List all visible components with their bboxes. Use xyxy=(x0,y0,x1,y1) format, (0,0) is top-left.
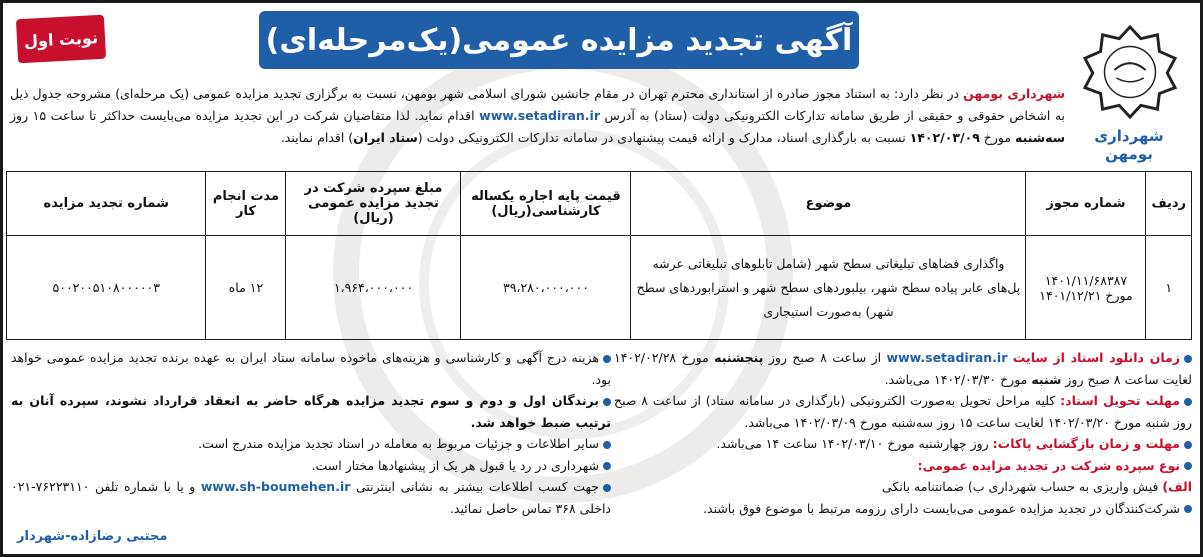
bullet-icon xyxy=(1184,441,1192,449)
col-subject: موضوع xyxy=(631,172,1026,236)
bullet-icon xyxy=(1184,398,1192,406)
list-item: برندگان اول و دوم و سوم تجدید مزایده هرگاه حاضر به انعقاد قرارداد نشوند، سپرده آنان به ترتیب ضبط خواهد شد. xyxy=(11,393,611,430)
cell-deposit: ۱،۹۶۴،۰۰۰،۰۰۰ xyxy=(286,236,461,340)
signer-name: مجتبی رضازاده-شهردار xyxy=(17,529,168,544)
deposit-options: الف) فیش واریزی به حساب شهرداری ب) ضمانتنامه بانکی xyxy=(882,479,1192,494)
page-title: آگهی تجدید مزایده عمومی(یک‌مرحله‌ای) xyxy=(265,22,853,58)
intro-site-link[interactable]: www.setadiran.ir xyxy=(479,108,600,123)
round-badge: نوبت اول xyxy=(16,15,106,64)
col-deposit: مبلغ سپرده شرکت در تجدید مزایده عمومی (ریال) xyxy=(286,172,461,236)
cell-base-price: ۳۹،۲۸۰،۰۰۰،۰۰۰ xyxy=(461,236,631,340)
bullet-icon xyxy=(1184,462,1192,470)
municipality-site-link[interactable]: www.sh-boumehen.ir xyxy=(200,479,351,494)
bullet-icon xyxy=(1184,355,1192,363)
bullet-icon xyxy=(603,462,611,470)
cell-permit: ۱۴۰۱/۱۱/۶۸۳۸۷ مورخ ۱۴۰۱/۱۲/۲۱ xyxy=(1026,236,1146,340)
municipality-logo xyxy=(1080,23,1180,121)
delivery-item: مهلت تحویل اسناد: کلیه مراحل تحویل به‌صورت الکترونیکی (بارگذاری در سامانه ستاد) از ساعت ۸ صبح روز شنبه مورخ ۱۴۰۲/۰۳/۲۰ لغایت ساعت ۱۵ روز سه‌شنبه مورخ ۱۴۰۲/۰۳/۰۹ می‌باشد. xyxy=(614,393,1192,430)
list-item: سایر اطلاعات و جزئیات مربوط به معامله در اسناد تجدید مزایده مندرج است. xyxy=(11,433,611,455)
contact-item: جهت کسب اطلاعات بیشتر به نشانی اینترنتی www.sh-boumehen.ir و یا با شماره تلفن ۷۶۲۲۳۱۱۰-۰۲۱ داخلی ۳۶۸ تماس حاصل نمائید. xyxy=(11,479,611,516)
list-item: هزینه درج آگهی و کارشناسی و هزینه‌های ماخوذه سامانه ستاد ایران به عهده برنده تجدید مزایده عمومی خواهد بود. xyxy=(11,350,611,387)
download-item: زمان دانلود اسناد از سایت www.setadiran.ir از ساعت ۸ صبح روز پنجشنبه مورخ ۱۴۰۲/۰۲/۲۸ لغایت ساعت ۸ صبح روز شنبه مورخ ۱۴۰۲/۰۳/۳۰ می‌باشد. xyxy=(614,350,1192,387)
col-auction-number: شماره تجدید مزایده xyxy=(7,172,206,236)
cell-duration: ۱۲ ماه xyxy=(206,236,286,340)
auction-table xyxy=(6,171,1192,340)
deposit-type-item: نوع سپرده شرکت در تجدید مزایده عمومی: xyxy=(614,455,1192,477)
bullet-icon xyxy=(603,441,611,449)
terms-right xyxy=(614,347,1192,519)
title-banner xyxy=(259,11,859,69)
cell-subject: واگذاری فضاهای تبلیغاتی سطح شهر (شامل تابلوهای تبلیغاتی عرشه پل‌های عابر پیاده سطح شهر، بیلبوردهای سطح شهر و استرابوردهای سطح شهر) به‌صورت استیجاری xyxy=(631,236,1026,340)
intro-org: شهرداری بومهن xyxy=(963,86,1065,101)
bullet-icon xyxy=(603,484,611,492)
org-name: شهرداری بومهن xyxy=(1094,127,1164,163)
cell-index: ۱ xyxy=(1146,236,1192,340)
col-base-price: قیمت پایه اجاره یکساله کارشناسی(ریال) xyxy=(461,172,631,236)
bullet-icon xyxy=(603,398,611,406)
list-item: شهرداری در رد یا قبول هر یک از پیشنهادها مختار است. xyxy=(11,455,611,477)
table-header-row xyxy=(7,172,1192,236)
bullet-icon xyxy=(603,355,611,363)
resume-note: شرکت‌کنندگان در تجدید مزایده عمومی می‌بایست دارای رزومه مرتبط با موضوع فوق باشند. xyxy=(614,498,1192,520)
col-duration: مدت انجام کار xyxy=(206,172,286,236)
intro-paragraph: شهرداری بومهن در نظر دارد: به استناد مجوز صادره از استانداری محترم تهران در مقام جانشین شورای اسلامی شهر بومهن، نسبت به برگزاری تجدید مزایده عمومی (یک مرحله‌ای) مشروحه جدول ذیل به اشخاص حقوقی و حقیقی از طریق سامانه تدارکات الکترونیکی دولت (ستاد) به آدرس www.setadiran.ir اقدام نماید. لذا متقاضیان شرکت در این تجدید مزایده می‌بایست حداکثر تا ساعت ۱۵ روز سه‌شنبه مورخ ۱۴۰۲/۰۳/۰۹ نسبت به بارگذاری اسناد، مدارک و ارائه قیمت پیشنهادی در سامانه تدارکات الکترونیکی دولت (ستاد ایران) اقدام نمایند. xyxy=(10,86,1066,145)
cell-auction-number: ۵۰۰۲۰۰۵۱۰۸۰۰۰۰۰۳ xyxy=(7,236,206,340)
col-index: ردیف xyxy=(1146,172,1192,236)
col-permit: شماره مجوز xyxy=(1026,172,1146,236)
bullet-icon xyxy=(1184,505,1192,513)
logo-emblem-icon xyxy=(1080,23,1180,121)
table-row xyxy=(7,236,1192,340)
terms-left xyxy=(11,347,611,519)
opening-item: مهلت و زمان بازگشایی پاکات: روز چهارشنبه مورخ ۱۴۰۲/۰۳/۱۰ ساعت ۱۴ می‌باشد. xyxy=(614,433,1192,455)
setad-link[interactable]: www.setadiran.ir xyxy=(886,350,1008,365)
